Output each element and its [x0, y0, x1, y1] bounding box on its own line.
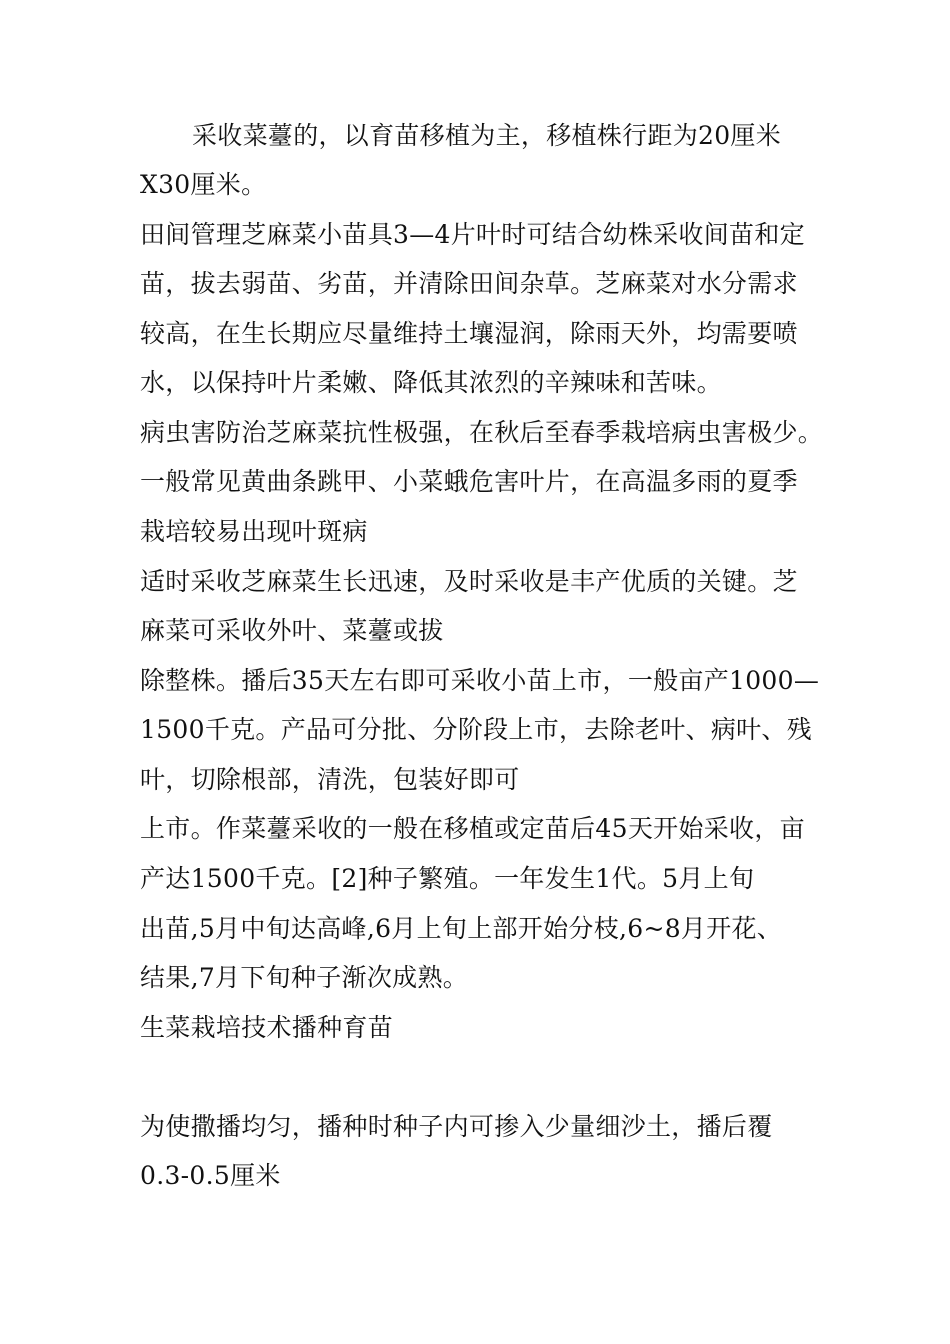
text-line: 1500千克。产品可分批、分阶段上市，去除老叶、病叶、残 — [140, 715, 813, 744]
text-line: 叶，切除根部，清洗，包装好即可 — [140, 765, 520, 794]
text-line: 为使撒播均匀，播种时种子内可掺入少量细沙土，播后覆 — [140, 1112, 773, 1141]
text-line: 出苗,5月中旬达高峰,6月上旬上部开始分枝,6~8月开花、 — [140, 914, 783, 943]
text-line: 田间管理芝麻菜小苗具3—4片叶时可结合幼株采收间苗和定 — [140, 220, 805, 249]
text-line: 除整株。播后35天左右即可采收小苗上市，一般亩产1000— — [140, 666, 820, 695]
text-line: 一般常见黄曲条跳甲、小菜蛾危害叶片，在高温多雨的夏季 — [140, 467, 798, 496]
text-line: 0.3-0.5厘米 — [140, 1161, 281, 1190]
text-line: 病虫害防治芝麻菜抗性极强，在秋后至春季栽培病虫害极少。 — [140, 418, 824, 447]
text-line: 产达1500千克。[2]种子繁殖。一年发生1代。5月上旬 — [140, 864, 755, 893]
text-line: 麻菜可采收外叶、菜薹或拔 — [140, 616, 444, 645]
text-line: 上市。作菜薹采收的一般在移植或定苗后45天开始采收，亩 — [140, 814, 805, 843]
text-line: 栽培较易出现叶斑病 — [140, 517, 368, 546]
text-line: 采收菜薹的，以育苗移植为主，移植株行距为20厘米 — [192, 121, 782, 150]
text-line: 较高，在生长期应尽量维持土壤湿润，除雨天外，均需要喷 — [140, 319, 798, 348]
section-heading: 生菜栽培技术播种育苗 — [140, 1013, 394, 1042]
text-line: X30厘米。 — [140, 170, 267, 199]
text-line: 适时采收芝麻菜生长迅速，及时采收是丰产优质的关键。芝 — [140, 567, 798, 596]
text-line: 苗，拔去弱苗、劣苗，并清除田间杂草。芝麻菜对水分需求 — [140, 269, 798, 298]
text-line: 结果,7月下旬种子渐次成熟。 — [140, 963, 469, 992]
text-line: 水，以保持叶片柔嫩、降低其浓烈的辛辣味和苦味。 — [140, 368, 722, 397]
